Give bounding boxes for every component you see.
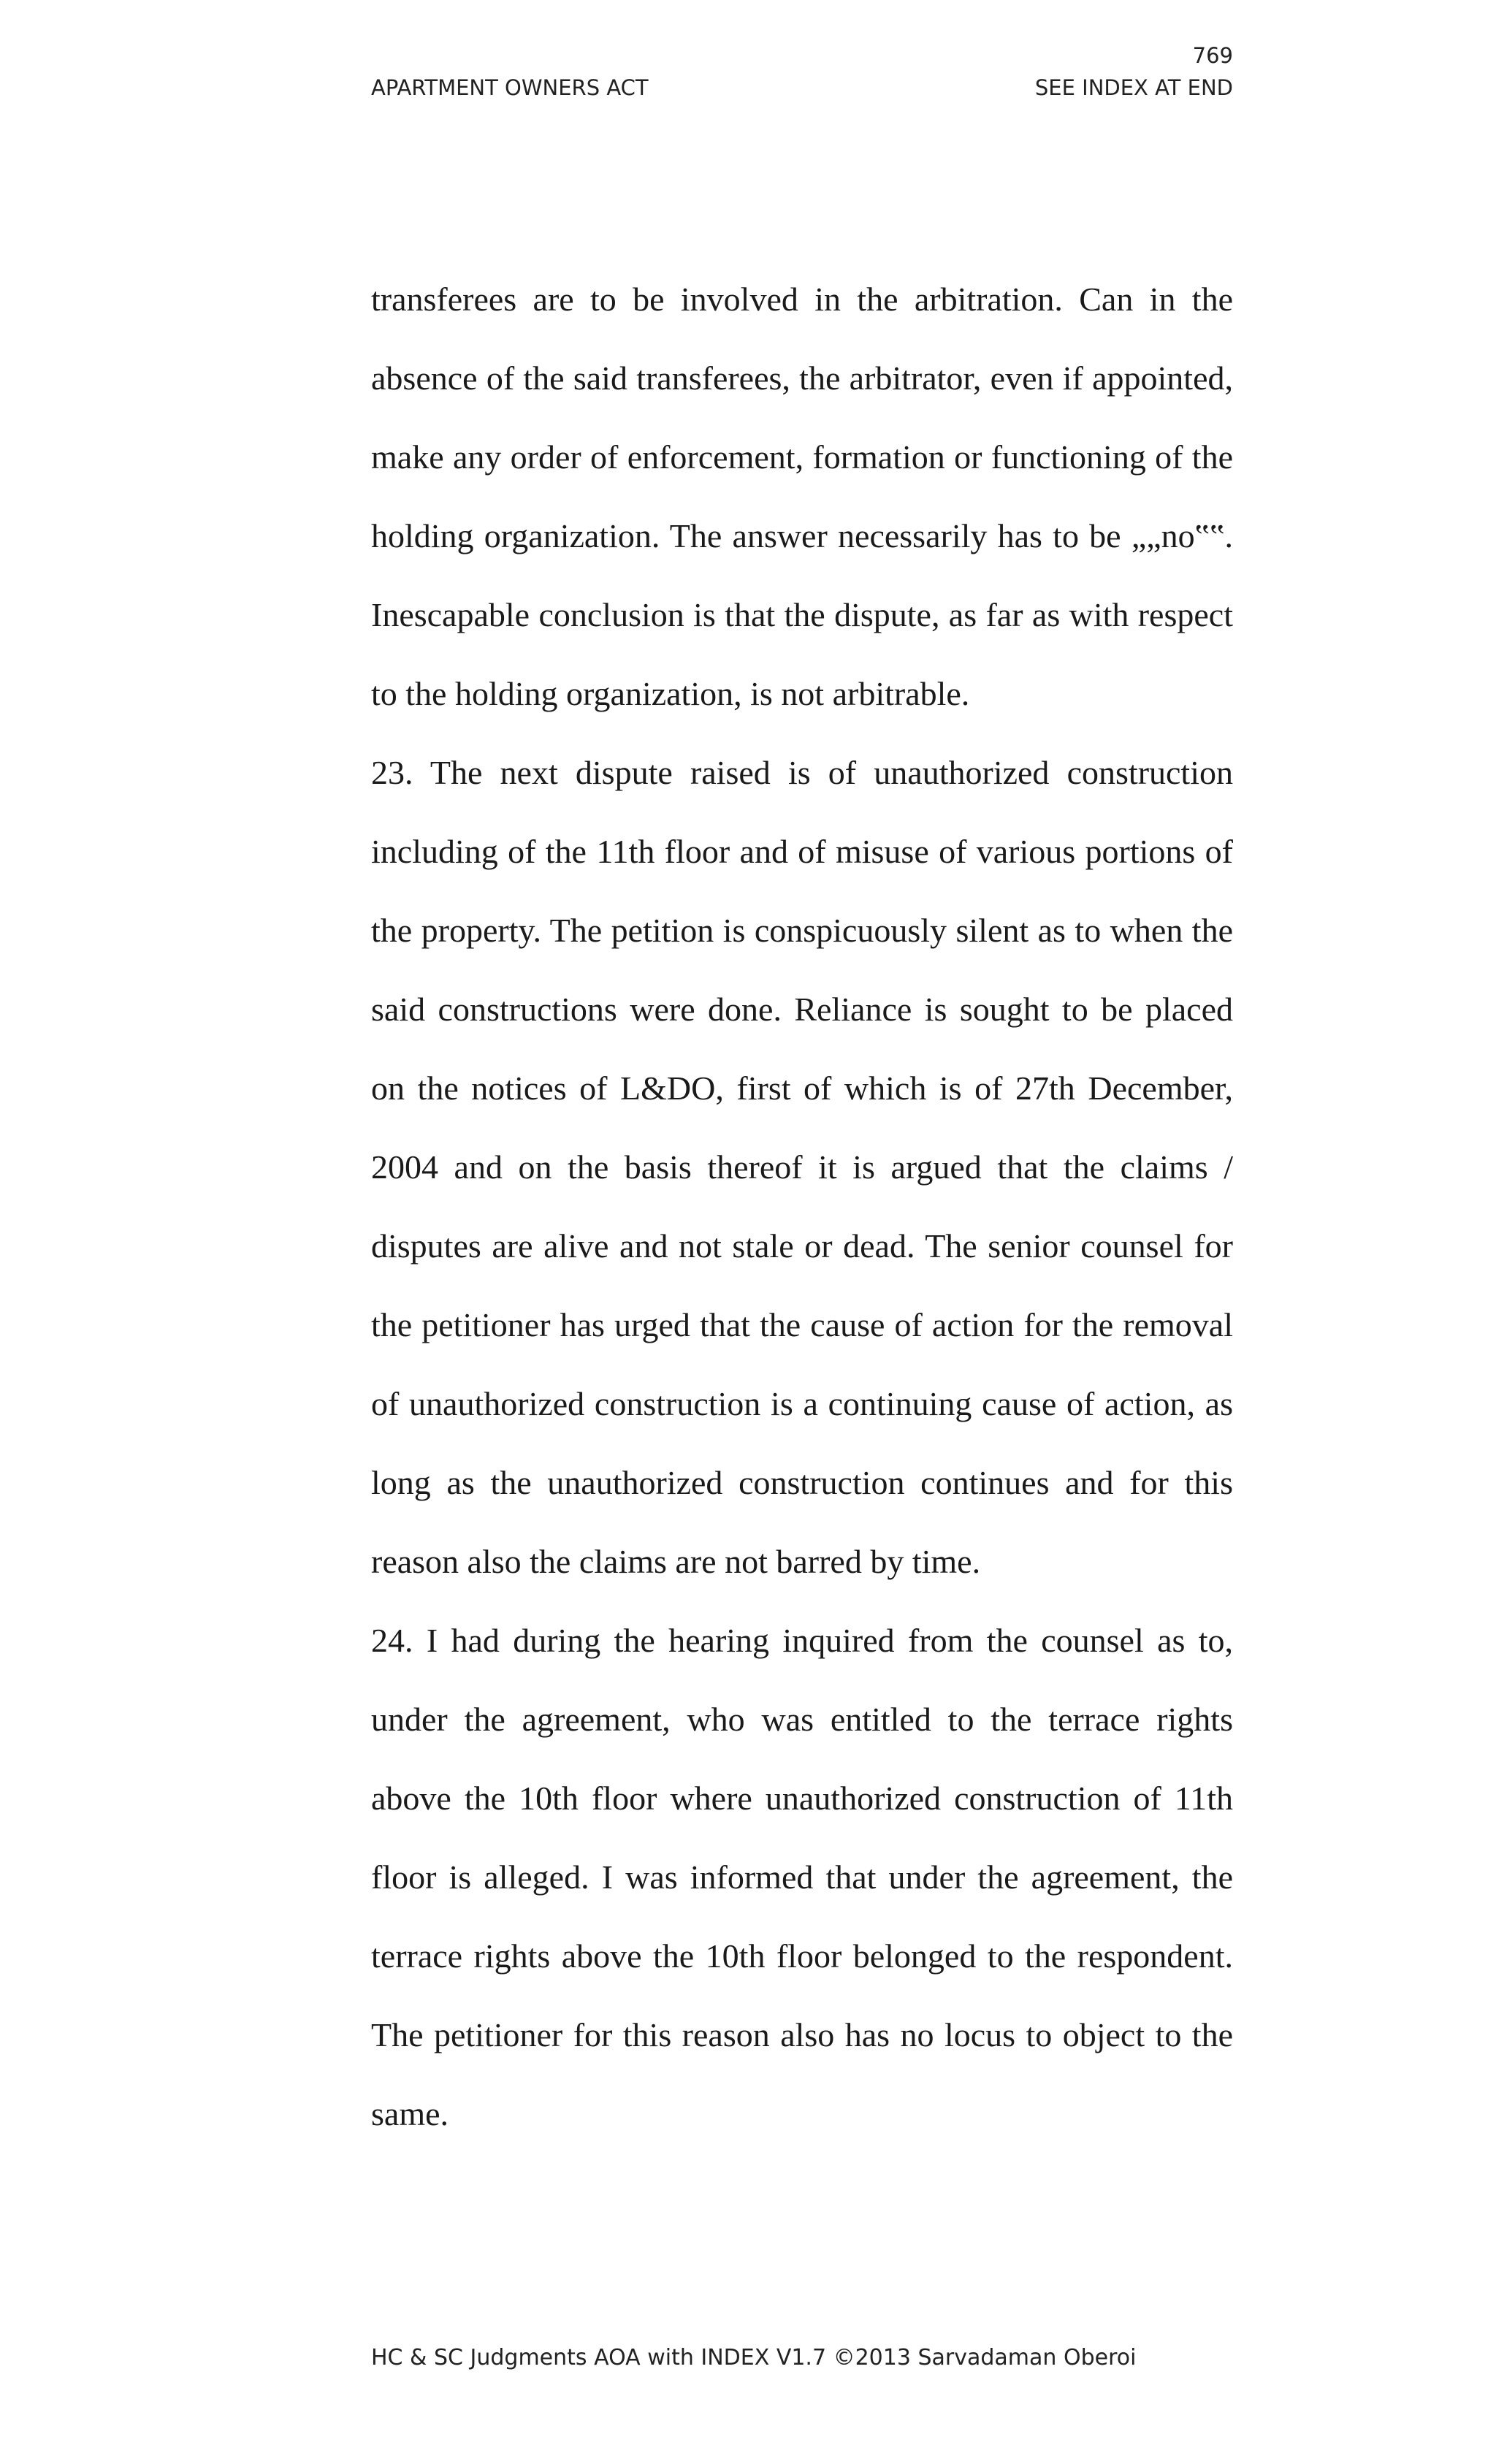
- header-left-title: APARTMENT OWNERS ACT: [371, 75, 649, 100]
- header-right-note: SEE INDEX AT END: [1034, 75, 1233, 100]
- page-number: 769: [1192, 43, 1233, 68]
- paragraph-continuation: transferees are to be involved in the arbitration. Can in the absence of the said transferees, the arbitrator, even if appointed, make any order of enforcement, formation or functioning of the holding organization. The answer necessarily has to be „„no‟‟. Inescapable conclusion is that the dispute, as far as with respect to the holding organization, is not arbitrable.: [371, 281, 1233, 712]
- paragraph-23: 23. The next dispute raised is of unauthorized construction including of the 11th floor and of misuse of various portions of the property. The petition is conspicuously silent as to when the said constructions were done. Reliance is sought to be placed on the notices of L&DO, first of which is of 27th December, 2004 and on the basis thereof it is argued that the claims / disputes are alive and not stale or dead. The senior counsel for the petitioner has urged that the cause of action for the removal of unauthorized construction is a continuing cause of action, as long as the unauthorized construction continues and for this reason also the claims are not barred by time.: [371, 754, 1233, 1580]
- page-footer: HC & SC Judgments AOA with INDEX V1.7 ©2013 Sarvadaman Oberoi: [371, 2345, 1137, 2370]
- paragraph-24: 24. I had during the hearing inquired from the counsel as to, under the agreement, who was entitled to the terrace rights above the 10th floor where unauthorized construction of 11th floor is alleged. I was informed that under the agreement, the terrace rights above the 10th floor belonged to the respondent. The petitioner for this reason also has no locus to object to the same.: [371, 1622, 1233, 2132]
- header-row: [371, 73, 1233, 102]
- judgment-body: [371, 260, 1233, 2154]
- page-header: [371, 41, 1233, 102]
